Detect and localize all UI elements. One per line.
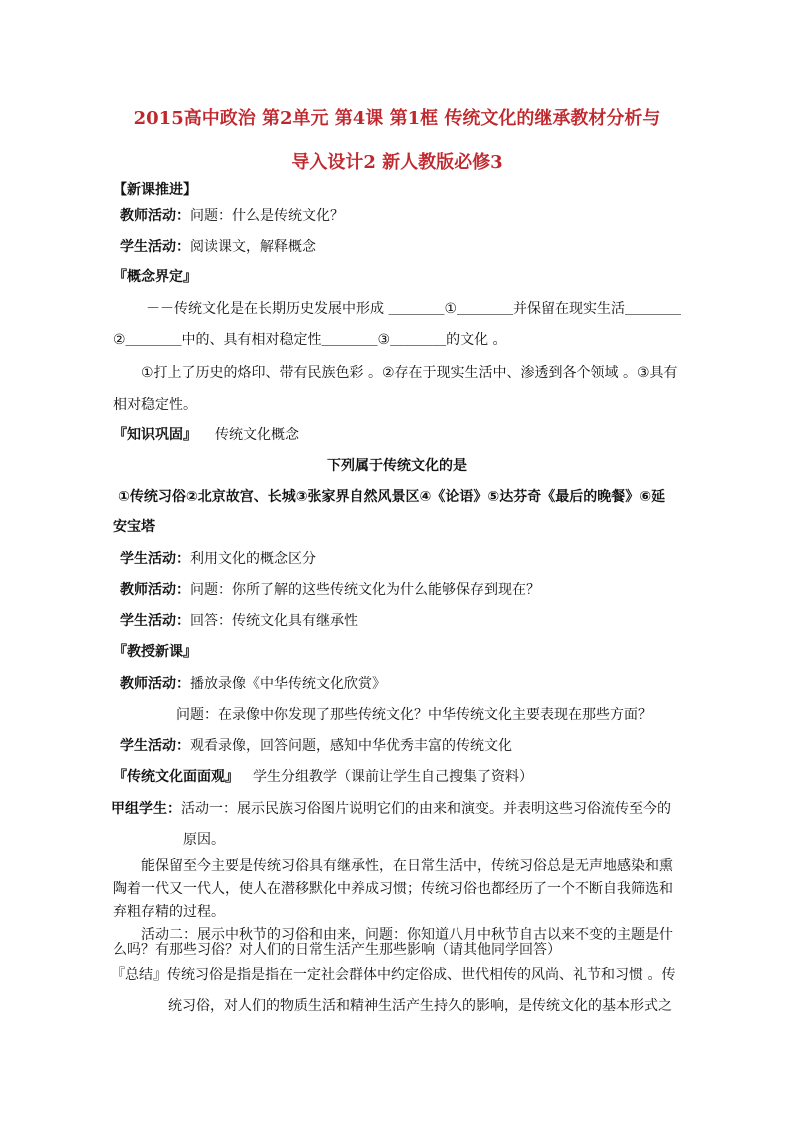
- role-label: 学生活动：: [120, 239, 190, 255]
- section-heading-knowledge: 『知识巩固』: [113, 427, 197, 443]
- definition-line-2: ②＿＿＿＿中的、具有相对稳定性＿＿＿＿③＿＿＿＿的文化 。: [113, 332, 507, 348]
- teacher-question-line: 问题：在录像中你发现了那些传统文化？中华传统文化主要表现在那些方面？: [176, 707, 652, 723]
- role-label: 教师活动：: [120, 676, 190, 692]
- activity-text: 阅读课文，解释概念: [190, 239, 316, 255]
- answer-line-1: ①打上了历史的烙印、带有民族色彩 。②存在于现实生活中、渗透到各个领域 。③具有: [141, 365, 678, 381]
- role-label: 学生活动：: [120, 551, 190, 567]
- definition-line-1: －－传统文化是在长期历史发展中形成 ＿＿＿＿①＿＿＿＿并保留在现实生活＿＿＿＿: [146, 301, 681, 317]
- options-line-2: 安宝塔: [113, 519, 155, 535]
- teacher-activity-line: [120, 206, 344, 226]
- role-label: 学生活动：: [120, 613, 190, 629]
- teacher-activity-line: [120, 580, 540, 600]
- role-label: 学生活动：: [120, 738, 190, 754]
- paragraph-line-2: 陶着一代又一代人，使人在潜移默化中养成习惯；传统习俗也都经历了一个不断自我筛选和: [113, 881, 673, 897]
- student-activity-line: [120, 237, 316, 257]
- section-subtitle: 传统文化概念: [215, 427, 299, 443]
- options-line-1: ①传统习俗②北京故宫、长城③张家界自然风景区④《论语》⑤达芬奇《最后的晚餐》⑥延: [118, 489, 666, 505]
- section-heading-teaching: 『教授新课』: [113, 644, 197, 660]
- activity-two-line-1: 活动二：展示中秋节的习俗和由来，问题：你知道八月中秋节自古以来不变的主题是什: [141, 927, 673, 943]
- knowledge-consolidation-line: [113, 425, 299, 445]
- student-activity-line: [120, 611, 358, 631]
- activity-text: 利用文化的概念区分: [190, 551, 316, 567]
- activity-text: 回答：传统文化具有继承性: [190, 613, 358, 629]
- answer-line-2: 相对稳定性。: [113, 397, 197, 413]
- group-label: 甲组学生：: [111, 801, 181, 817]
- activity-text: 问题：你所了解的这些传统文化为什么能够保存到现在？: [190, 582, 540, 598]
- role-label: 教师活动：: [120, 582, 190, 598]
- group-activity-text: 活动一：展示民族习俗图片说明它们的由来和演变。并表明这些习俗流传至今的: [181, 801, 671, 817]
- activity-text: 问题：什么是传统文化？: [190, 208, 344, 224]
- group-a-line: [111, 799, 671, 819]
- teacher-activity-line: [120, 674, 386, 694]
- activity-text: 观看录像，回答问题，感知中华优秀丰富的传统文化: [190, 738, 512, 754]
- group-a-line-2: 原因。: [183, 832, 225, 848]
- question-title: 下列属于传统文化的是: [327, 458, 467, 474]
- section-heading-new-lesson: 【新课推进】: [113, 182, 197, 198]
- doc-title-line1: 2015高中政治 第2单元 第4课 第1框 传统文化的继承教材分析与: [133, 108, 661, 129]
- activity-text: 播放录像《中华传统文化欣赏》: [190, 676, 386, 692]
- student-activity-line: [120, 549, 316, 569]
- activity-two-line-2: 么吗？有那些习俗？对人们的日常生活产生那些影响（请其他同学回答）: [113, 942, 561, 958]
- student-activity-line: [120, 736, 512, 756]
- paragraph-line-1: 能保留至今主要是传统习俗具有继承性，在日常生活中，传统习俗总是无声地感染和熏: [141, 858, 673, 874]
- section-heading-culture-overview: 『传统文化面面观』: [113, 769, 239, 785]
- role-label: 教师活动：: [120, 208, 190, 224]
- summary-line-1: 『总结』传统习俗是指是指在一定社会群体中约定俗成、世代相传的风尚、礼节和习惯 。传: [111, 967, 676, 983]
- doc-title-line2: 导入设计2 新人教版必修3: [291, 152, 503, 173]
- section-heading-concept: 『概念界定』: [113, 269, 197, 285]
- section-subtitle: 学生分组教学（课前让学生自己搜集了资料）: [253, 769, 533, 785]
- culture-overview-line: [113, 767, 533, 787]
- summary-line-2: 统习俗，对人们的物质生活和精神生活产生持久的影响，是传统文化的基本形式之: [168, 998, 672, 1014]
- paragraph-line-3: 弃粗存精的过程。: [113, 904, 225, 920]
